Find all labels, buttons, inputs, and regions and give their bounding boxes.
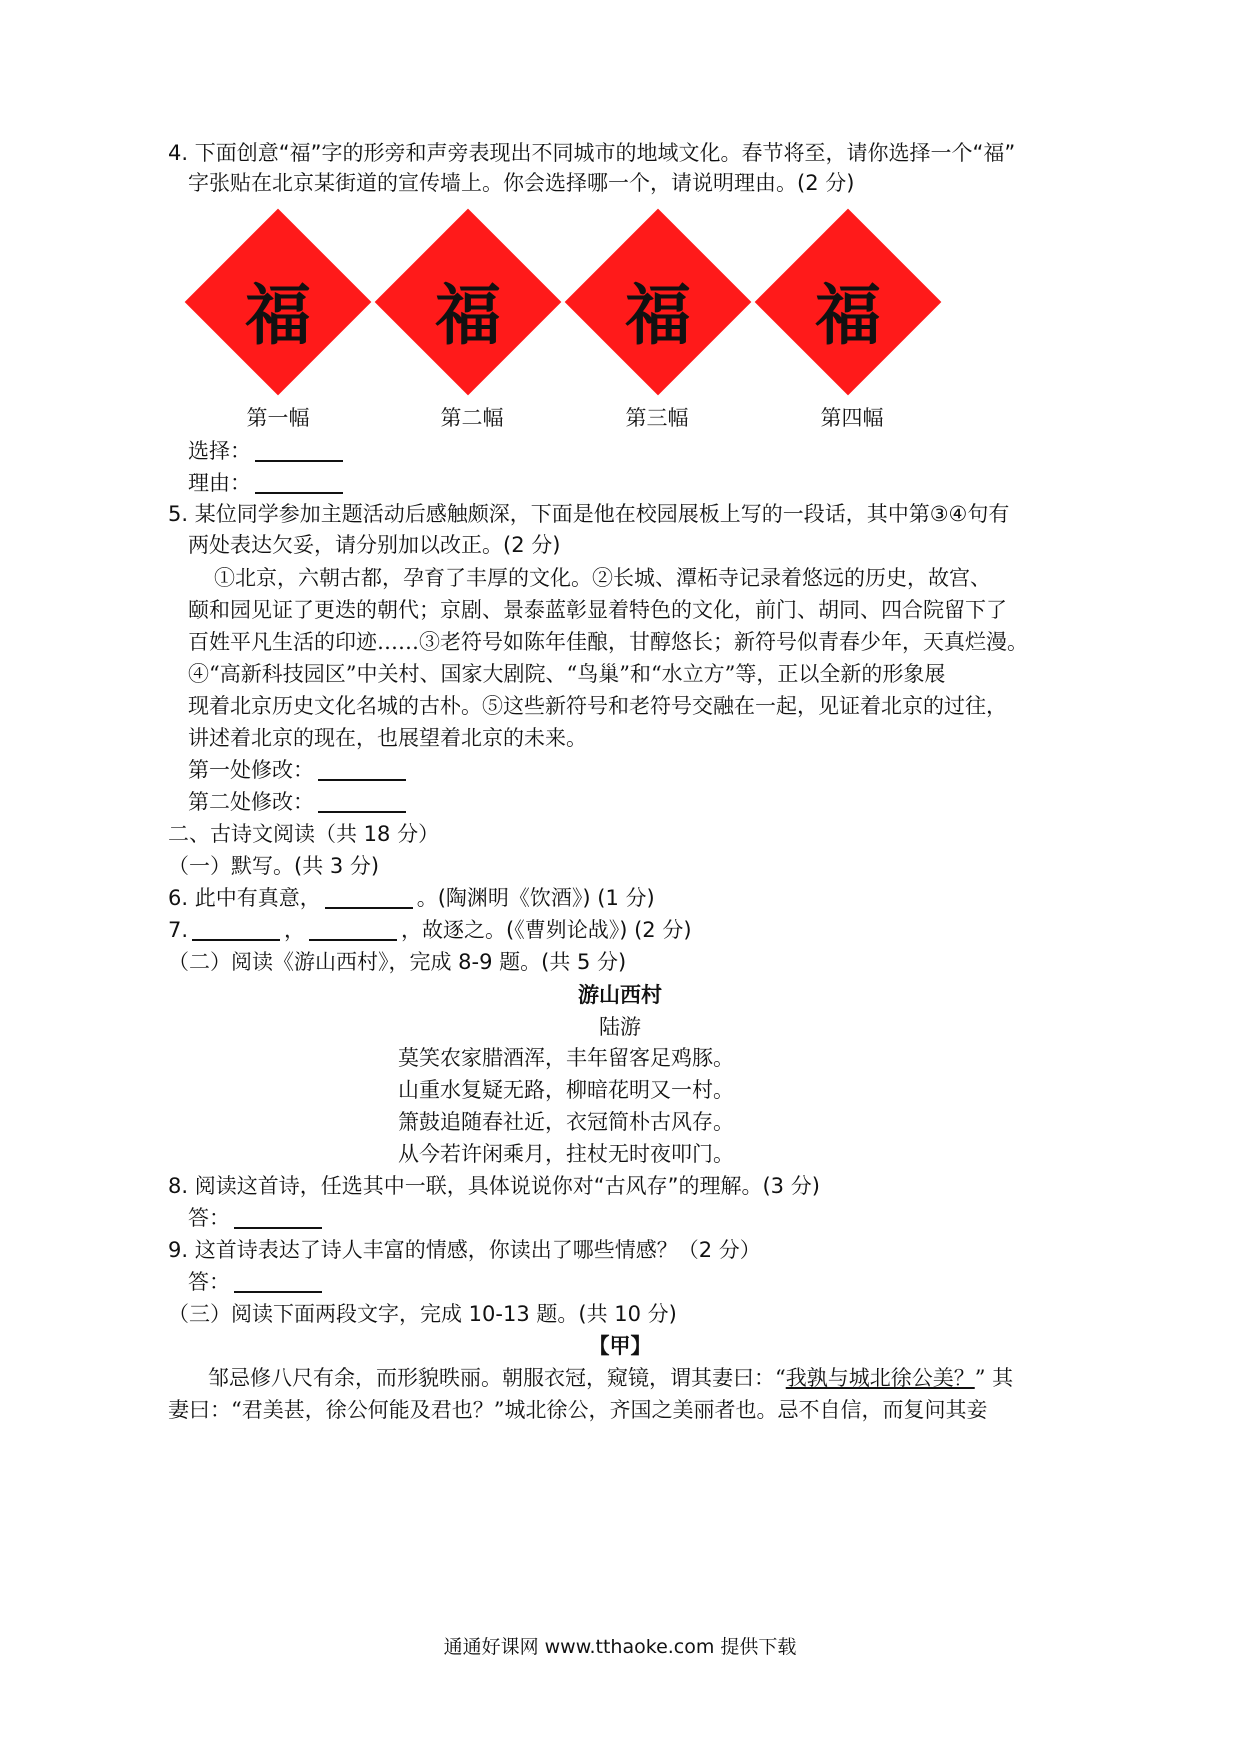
jia-line-1-pre: 邹忌修八尺有余，而形貌昳丽。朝服衣冠，窥镜，谓其妻曰：“ bbox=[208, 1366, 786, 1390]
q9-blank[interactable] bbox=[234, 1269, 322, 1293]
q8-answer-label: 答： bbox=[188, 1206, 230, 1230]
fu-glyph-4: 福 bbox=[815, 276, 881, 354]
poem-line-2: 山重水复疑无路，柳暗花明又一村。 bbox=[398, 1078, 734, 1102]
q8-text: 8. 阅读这首诗，任选其中一联，具体说说你对“古风存”的理解。(3 分) bbox=[168, 1174, 820, 1198]
caption-1: 第一幅 bbox=[246, 406, 310, 430]
q7-source: ，故逐之。(《曹刿论战》) (2 分) bbox=[401, 918, 692, 942]
fix1-blank[interactable] bbox=[318, 757, 406, 781]
fu-glyph-1: 福 bbox=[245, 276, 311, 354]
q7-number: 7. bbox=[168, 918, 189, 942]
fu-glyph-2: 福 bbox=[435, 276, 501, 354]
fu-glyph-3: 福 bbox=[625, 276, 691, 354]
passage-line-5: 现着北京历史文化名城的古朴。⑤这些新符号和老符号交融在一起，见证着北京的过往， bbox=[188, 694, 1007, 718]
q5-line-1: 5. 某位同学参加主题活动后感触颇深，下面是他在校园展板上写的一段话，其中第③④句有 bbox=[168, 502, 1010, 526]
q9-answer-row bbox=[188, 1267, 326, 1297]
q6-source: 。(陶渊明《饮酒》) (1 分) bbox=[416, 886, 655, 910]
fix2-row bbox=[188, 787, 410, 817]
q6-row bbox=[168, 883, 655, 913]
fix1-row bbox=[188, 755, 410, 785]
passage-line-4: ④“高新科技园区”中关村、国家大剧院、“鸟巢”和“水立方”等，正以全新的形象展 bbox=[188, 662, 946, 686]
footer-text: 通通好课网 www.tthaoke.com 提供下载 bbox=[443, 1636, 797, 1658]
passage-line-3: 百姓平凡生活的印迹……③老符号如陈年佳酿，甘醇悠长；新符号似青春少年，天真烂漫。 bbox=[188, 630, 1028, 654]
jia-line-2: 妻曰：“君美甚，徐公何能及君也？”城北徐公，齐国之美丽者也。忌不自信，而复问其妾 bbox=[168, 1398, 988, 1422]
choice-blank[interactable] bbox=[255, 438, 343, 462]
fix2-blank[interactable] bbox=[318, 789, 406, 813]
fix1-label: 第一处修改： bbox=[188, 758, 314, 782]
section2-title: 二、古诗文阅读（共 18 分） bbox=[168, 822, 440, 846]
q4-line-1: 4. 下面创意“福”字的形旁和声旁表现出不同城市的地域文化。春节将至，请你选择一个“福” bbox=[168, 141, 1016, 165]
jia-heading: 【甲】 bbox=[588, 1334, 652, 1358]
part1-title: （一）默写。(共 3 分) bbox=[168, 854, 380, 878]
poem-author: 陆游 bbox=[599, 1015, 641, 1039]
part3-title: （三）阅读下面两段文字，完成 10-13 题。(共 10 分) bbox=[168, 1302, 677, 1326]
part2-title: （二）阅读《游山西村》，完成 8-9 题。(共 5 分) bbox=[168, 950, 627, 974]
passage-line-2: 颐和园见证了更迭的朝代；京剧、景泰蓝彰显着特色的文化，前门、胡同、四合院留下了 bbox=[188, 598, 1007, 622]
q7-row bbox=[168, 915, 692, 945]
q8-answer-row bbox=[188, 1203, 326, 1233]
q9-answer-label: 答： bbox=[188, 1270, 230, 1294]
q8-blank[interactable] bbox=[234, 1205, 322, 1229]
jia-line-1-post: ” 其 bbox=[974, 1366, 1014, 1390]
q9-text: 9. 这首诗表达了诗人丰富的情感，你读出了哪些情感？（2 分） bbox=[168, 1238, 761, 1262]
choice-label: 选择： bbox=[188, 439, 251, 463]
q7-blank-1[interactable] bbox=[192, 917, 280, 941]
q6-text: 6. 此中有真意， bbox=[168, 886, 321, 910]
fix2-label: 第二处修改： bbox=[188, 790, 314, 814]
q7-comma: ， bbox=[284, 918, 306, 942]
q4-line-2: 字张贴在北京某街道的宣传墙上。你会选择哪一个，请说明理由。(2 分) bbox=[188, 171, 855, 195]
passage-line-6: 讲述着北京的现在，也展望着北京的未来。 bbox=[188, 726, 587, 750]
poem-line-4: 从今若许闲乘月，拄杖无时夜叩门。 bbox=[398, 1142, 734, 1166]
q7-blank-2[interactable] bbox=[309, 917, 397, 941]
caption-4: 第四幅 bbox=[820, 406, 884, 430]
reason-label: 理由： bbox=[188, 471, 251, 495]
choice-row bbox=[188, 436, 347, 466]
passage-line-1: ①北京，六朝古都，孕育了丰厚的文化。②长城、潭柘寺记录着悠远的历史，故宫、 bbox=[214, 566, 991, 590]
jia-line-1 bbox=[208, 1363, 1013, 1393]
q5-line-2: 两处表达欠妥，请分别加以改正。(2 分) bbox=[188, 533, 561, 557]
poem-line-1: 莫笑农家腊酒浑，丰年留客足鸡豚。 bbox=[398, 1046, 734, 1070]
reason-blank[interactable] bbox=[255, 470, 343, 494]
jia-underlined-question: 我孰与城北徐公美？ bbox=[785, 1366, 975, 1390]
q6-blank[interactable] bbox=[325, 885, 413, 909]
caption-2: 第二幅 bbox=[440, 406, 504, 430]
caption-3: 第三幅 bbox=[625, 406, 689, 430]
poem-line-3: 箫鼓追随春社近，衣冠简朴古风存。 bbox=[398, 1110, 734, 1134]
reason-row bbox=[188, 468, 347, 498]
poem-title: 游山西村 bbox=[578, 983, 662, 1007]
